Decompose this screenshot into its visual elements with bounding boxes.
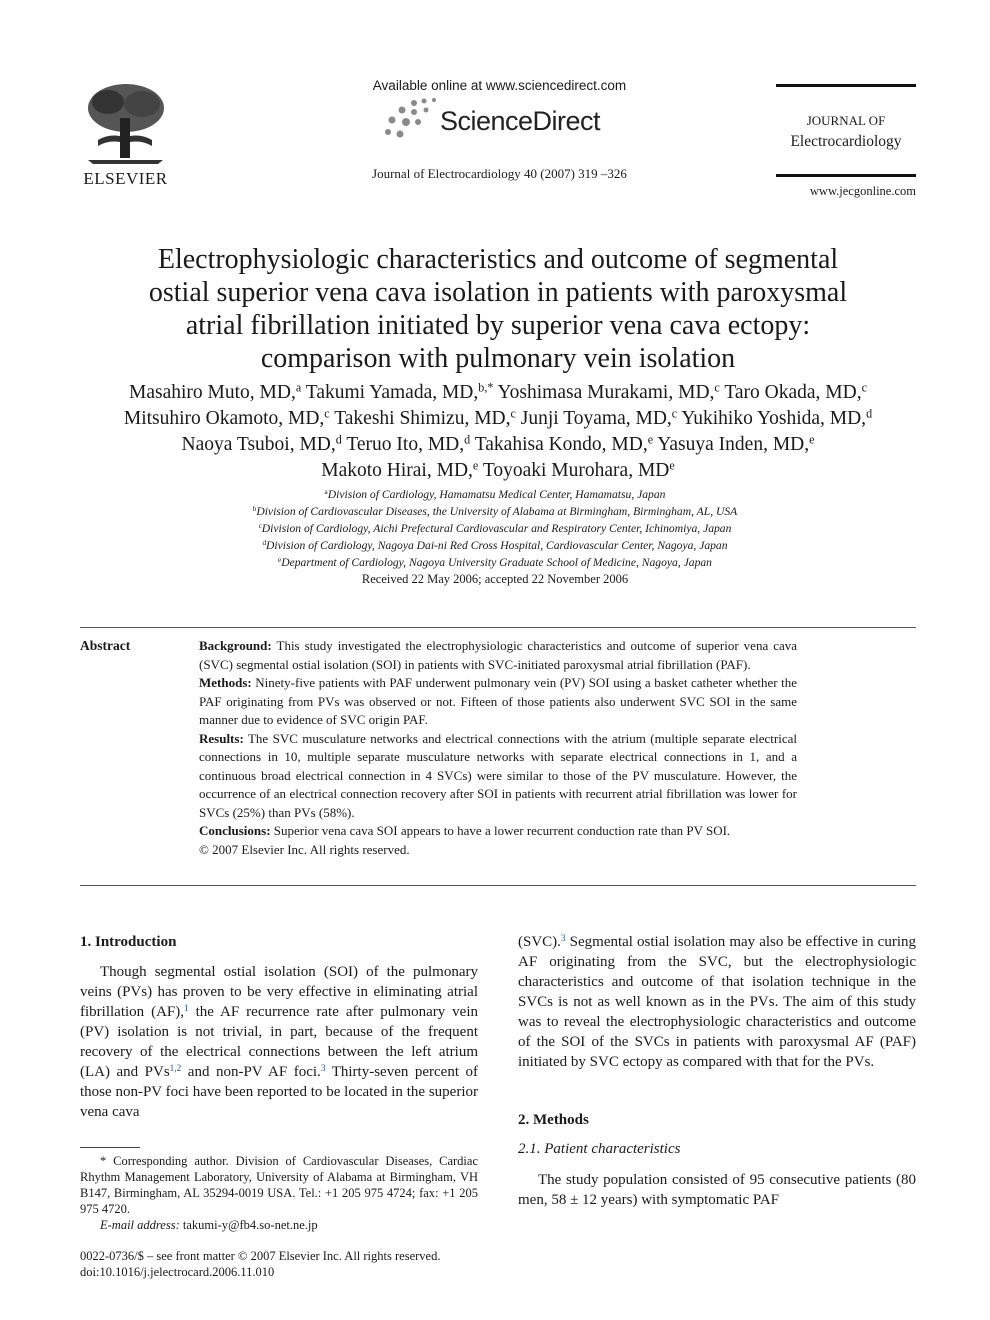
author: Yukihiko Yoshida, MD,$^d$: [681, 406, 873, 429]
title-line: comparison with pulmonary vein isolation: [260, 343, 736, 374]
intro-paragraph-continued: (SVC).$^3$ Segmental ostial isolation may also be effective in curing AF originating from the SVC, but the electrophysiologic characteristics and outcome of that isolation technique in the SVCs is not as well known as in the PVs. The aim of this study was to reveal the electrophysiologic characteristics and outcome of the SOI of the SVCs in patients with paroxysmal AF (PAF) initiated by SVC ectopy as compared with that for the PVs.: [518, 933, 916, 1070]
author: Toyoaki Murohara, MDe: [482, 458, 675, 481]
affiliation-list: [100, 486, 890, 588]
journal-name-line1: JOURNAL OF: [806, 113, 886, 128]
author-line: [70, 432, 926, 458]
author: Naoya Tsuboi, MD,$^d$: [181, 432, 342, 455]
methods-paragraph: The study population consisted of 95 consecutive patients (80 men, 58 ± 12 years) with symptomatic PAF: [518, 1172, 916, 1208]
publisher-name: ELSEVIER: [83, 169, 168, 188]
elsevier-logo: [78, 80, 173, 188]
received-dates: Received 22 May 2006; accepted 22 November 2006: [361, 572, 629, 586]
abstract-copyright: © 2007 Elsevier Inc. All rights reserved.: [199, 841, 410, 857]
author: Yoshimasa Murakami, MD,$^c$: [497, 380, 720, 403]
author: Masahiro Muto, MD,$^a$: [129, 380, 302, 403]
citation-ref[interactable]: 3: [560, 933, 566, 944]
author-list: [70, 380, 926, 484]
abstract-top-rule: [80, 627, 916, 628]
affiliation: $^a$Division of Cardiology, Hamamatsu Medical Center, Hamamatsu, Japan: [324, 488, 666, 501]
author: Yasuya Inden, MD,$^e$: [657, 432, 815, 455]
issn-line: 0022-0736/$ – see front matter © 2007 Elsevier Inc. All rights reserved.: [80, 1249, 441, 1263]
author-line: [70, 380, 926, 406]
affiliation: $^c$Division of Cardiology, Aichi Prefectural Cardiovascular and Respiratory Center, Ichinomiya, Japan: [258, 522, 732, 535]
author-line: [70, 458, 926, 484]
title-line: atrial fibrillation initiated by superior vena cava ectopy:: [185, 310, 811, 341]
section-heading-methods: 2. Methods: [518, 1112, 589, 1128]
corresponding-author-note: * Corresponding author. Division of Cardiovascular Diseases, Cardiac Rhythm Management Laboratory, University of Alabama at Birmingham, VH B147, Birmingham, AL 35294-0019 USA. Tel.: +1 205 975 4724; fax: +1 205 975 4720.: [80, 1154, 478, 1216]
author: Takahisa Kondo, MD,$^e$: [474, 432, 654, 455]
abstract-results: Results: The SVC musculature networks and electrical connections with the atrium (multiple separate electrical connections in 10, multiple separate musculature networks with separate electrical connections in 1, and a continuous broad electrical connection in 4 SVCs) were similar to those of the PV musculature. However, the occurrence of an electrical connection recovery after SOI in patients with recurrent atrial fibrillation was lower for SVCs (25%) than PVs (58%).: [199, 730, 797, 820]
footnotes: [80, 1153, 478, 1233]
journal-citation: Journal of Electrocardiology 40 (2007) 319 –326: [372, 166, 627, 181]
author: Mitsuhiro Okamoto, MD,$^c$: [123, 406, 330, 429]
affiliation: $^b$Division of Cardiovascular Diseases, the University of Alabama at Birmingham, Birmingham, AL, USA: [252, 505, 738, 518]
journal-bottom-rule: [776, 174, 916, 177]
sciencedirect-logo: [380, 96, 620, 140]
author: Taro Okada, MD,$^c$: [724, 380, 867, 403]
sciencedirect-dots-icon: [380, 96, 442, 140]
citation-ref[interactable]: 1: [184, 1003, 189, 1014]
journal-name-line2: Electrocardiology: [790, 133, 902, 150]
left-column: [80, 932, 478, 1122]
footnote-rule: [80, 1147, 140, 1148]
title-line: ostial superior vena cava isolation in patients with paroxysmal: [148, 277, 848, 308]
doi-line[interactable]: doi:10.1016/j.jelectrocard.2006.11.010: [80, 1265, 275, 1279]
author: Takumi Yamada, MD,$^{b,*}$: [305, 380, 494, 403]
subsection-heading-patients: 2.1. Patient characteristics: [518, 1141, 681, 1157]
author: Teruo Ito, MD,$^d$: [346, 432, 471, 455]
article-title: [80, 243, 916, 375]
email-note: E-mail address: takumi-y@fb4.so-net.ne.jp: [100, 1218, 318, 1232]
email-link[interactable]: takumi-y@fb4.so-net.ne.jp: [182, 1218, 318, 1232]
right-column: [518, 932, 916, 1210]
citation-ref[interactable]: 3: [320, 1063, 326, 1074]
journal-website: www.jecgonline.com: [809, 184, 916, 198]
sciencedirect-wordmark: ScienceDirect: [440, 106, 601, 136]
author-line: [70, 406, 926, 432]
journal-top-rule: [776, 84, 916, 87]
intro-paragraph: Though segmental ostial isolation (SOI) of the pulmonary veins (PVs) has proven to be very effective in eliminating atrial fibrillation (AF),$^1$ the AF recurrence rate after pulmonary vein (PV) isolation is not trivial, in part, because of the frequent recovery of the electrical connections between the left atrium (LA) and PVs$^{1,2}$ and non-PV AF foci.$^3$ Thirty-seven percent of those non-PV foci have been reported to be located in the superior vena cava: [80, 964, 478, 1120]
title-line: Electrophysiologic characteristics and outcome of segmental: [157, 244, 839, 275]
abstract-bottom-rule: [80, 885, 916, 886]
section-heading-introduction: 1. Introduction: [80, 934, 177, 950]
abstract-conclusions: Conclusions: Superior vena cava SOI appears to have a lower recurrent conduction rate than PV SOI.: [199, 823, 731, 838]
front-matter: [80, 1248, 500, 1280]
affiliation: $^e$Department of Cardiology, Nagoya University Graduate School of Medicine, Nagoya, Japan: [278, 556, 712, 569]
abstract-label: Abstract: [80, 638, 131, 653]
elsevier-tree-icon: [78, 80, 173, 166]
affiliation: $^d$Division of Cardiology, Nagoya Dai-ni Red Cross Hospital, Cardiovascular Center, Nagoya, Japan: [262, 539, 728, 552]
abstract-methods: Methods: Ninety-five patients with PAF underwent pulmonary vein (PV) SOI using a basket catheter whether the PAF originating from PVs was observed or not. Fifteen of those patients also underwent SVC SOI in the same manner due to evidence of SVC origin PAF.: [199, 675, 797, 727]
abstract-body: [199, 637, 797, 859]
author: Makoto Hirai, MD,$^e$: [321, 458, 479, 481]
abstract-background: Background: This study investigated the electrophysiologic characteristics and outcome of superior vena cava (SVC) segmental ostial isolation (SOI) in patients with SVC-initiated paroxysmal atrial fibrillation (PAF).: [199, 638, 798, 672]
citation-ref[interactable]: 1,2: [169, 1063, 182, 1074]
author: Junji Toyama, MD,$^c$: [520, 406, 678, 429]
available-online: Available online at www.sciencedirect.com: [372, 78, 627, 93]
author: Takeshi Shimizu, MD,$^c$: [334, 406, 516, 429]
